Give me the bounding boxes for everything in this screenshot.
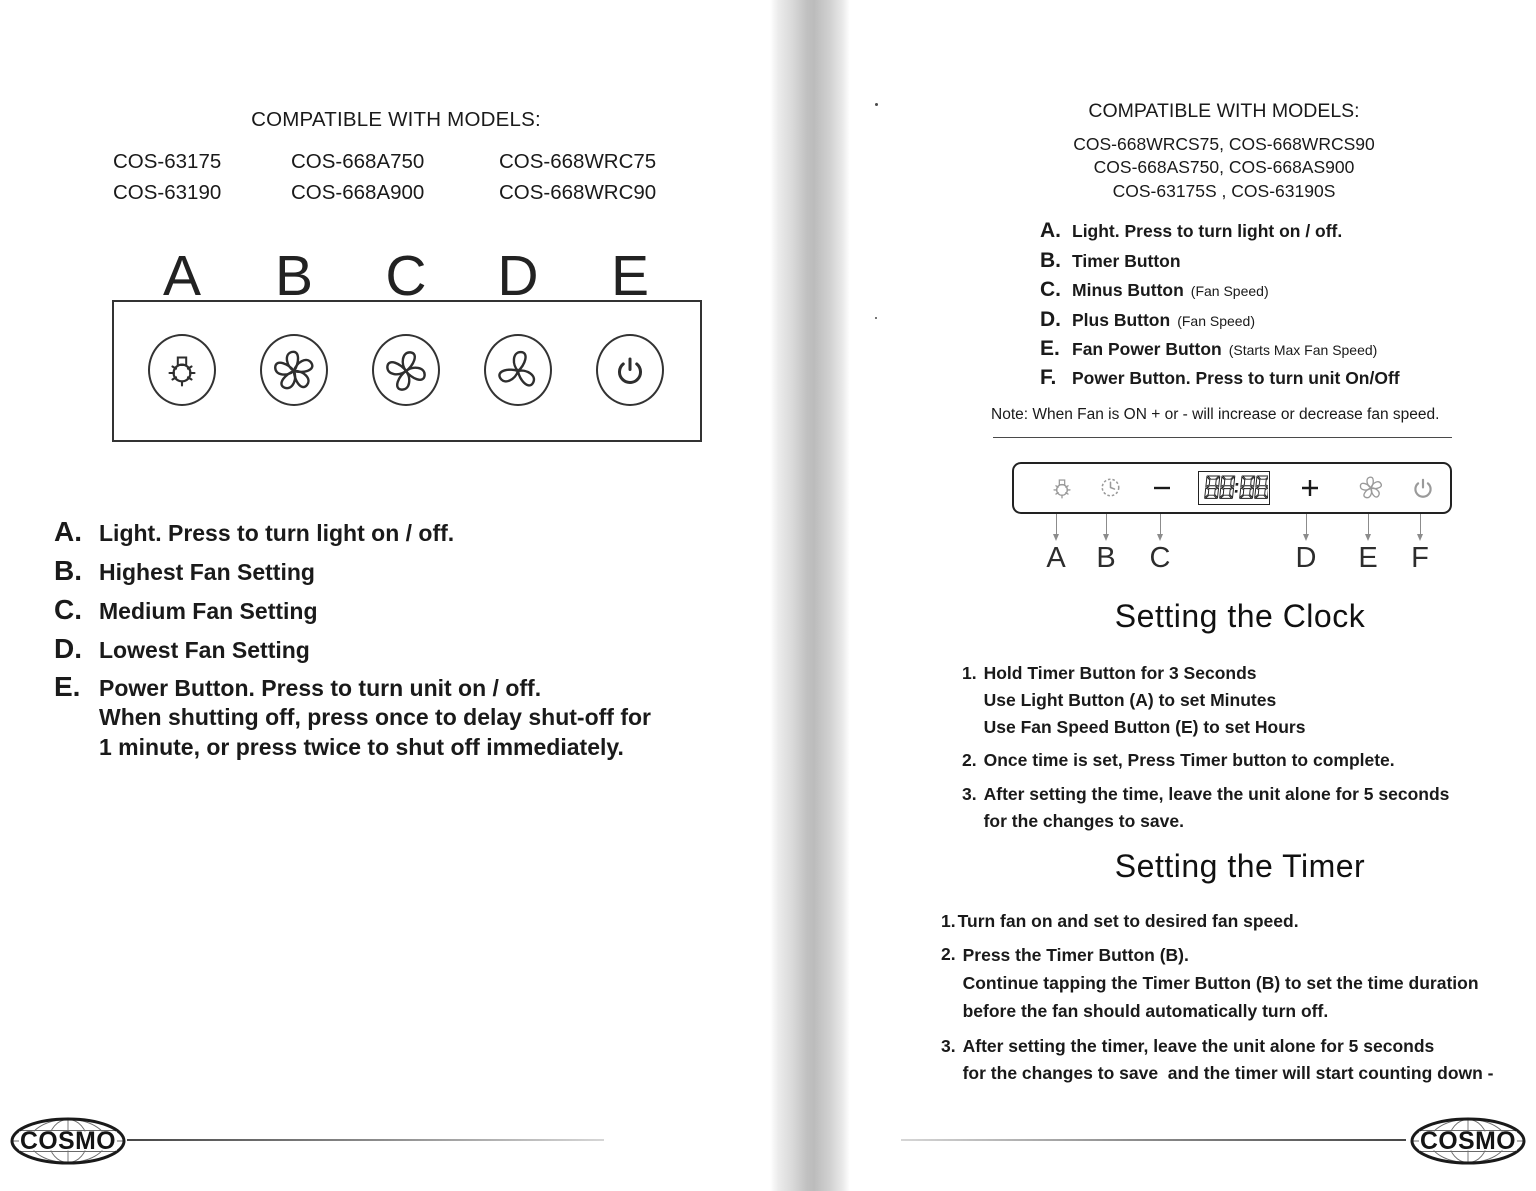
- list-item: [1040, 337, 1377, 361]
- list-item: [1040, 308, 1255, 332]
- model-column: [113, 146, 221, 208]
- timer-clock-icon: [1099, 476, 1122, 499]
- item-note: (Fan Speed): [1177, 313, 1256, 329]
- control-panel-diagram: [1012, 462, 1452, 514]
- model-list-right: [978, 133, 1470, 203]
- arrow-down-icon: [1156, 514, 1165, 542]
- timer-button: [1099, 476, 1122, 499]
- item-text-continued: 1 minute, or press twice to shut off immediately.: [99, 734, 624, 760]
- item-letter: A.: [1040, 219, 1061, 242]
- clock-display: [1198, 471, 1270, 505]
- arrow-down-icon: [1102, 514, 1111, 542]
- item-letter: B.: [54, 555, 82, 586]
- page-fold-divider: [770, 0, 850, 1191]
- light-icon: [162, 348, 202, 392]
- item-letter: D.: [54, 633, 82, 664]
- cosmo-logo-text: COSMO: [1420, 1127, 1516, 1155]
- cosmo-logo: [8, 1116, 128, 1166]
- step-number: 2.: [941, 944, 956, 964]
- light-button: [1049, 474, 1075, 502]
- model-number: COS-63190: [113, 181, 222, 204]
- item-text-continued: When shutting off, press once to delay shut-off for: [99, 704, 651, 730]
- model-number: COS-668A900: [291, 181, 425, 204]
- fan-medium-button: [372, 334, 440, 406]
- clock-section-title: Setting the Clock: [1114, 598, 1366, 634]
- arrow-down-icon: [1416, 514, 1425, 542]
- item-letter: C.: [54, 594, 82, 625]
- item-text: Power Button. Press to turn unit on / off.: [99, 675, 542, 701]
- step-line: for the changes to save and the timer will start counting down -: [962, 1063, 1494, 1083]
- fan-low-button: [484, 334, 552, 406]
- clock-step: [962, 781, 1449, 835]
- item-note: (Fan Speed): [1190, 283, 1269, 299]
- panel-label-f: F: [1411, 542, 1429, 574]
- list-item: [1040, 219, 1342, 243]
- step-number: 1.: [941, 911, 956, 931]
- step-line: before the fan should automatically turn off.: [962, 1001, 1329, 1021]
- panel-label-b: B: [1096, 542, 1116, 574]
- scan-speck: [875, 317, 877, 319]
- model-number: COS-63175: [113, 150, 222, 173]
- step-line: Use Light Button (A) to set Minutes: [983, 690, 1277, 710]
- step-line: Press the Timer Button (B).: [962, 945, 1189, 965]
- arrow-down-icon: [1364, 514, 1373, 542]
- item-letter: B.: [1040, 249, 1061, 272]
- light-icon: [1049, 474, 1075, 502]
- item-text: Medium Fan Setting: [99, 598, 318, 624]
- list-item: [54, 671, 541, 703]
- plus-icon: [1301, 479, 1319, 497]
- fan-low-icon: [498, 348, 538, 392]
- timer-section-title: Setting the Timer: [1114, 848, 1366, 884]
- step-line: Use Fan Speed Button (E) to set Hours: [983, 717, 1306, 737]
- cosmo-logo: [1408, 1116, 1528, 1166]
- item-text: Fan Power Button: [1072, 339, 1222, 359]
- model-line: COS-668AS750, COS-668AS900: [1093, 157, 1355, 178]
- power-icon: [610, 348, 650, 392]
- cosmo-logo-text: COSMO: [20, 1127, 116, 1155]
- step-line: After setting the timer, leave the unit alone for 5 seconds: [962, 1036, 1435, 1056]
- diagram-label-b: B: [274, 244, 314, 308]
- timer-step: [941, 908, 1299, 935]
- step-line: Once time is set, Press Timer button to complete.: [983, 750, 1395, 770]
- step-number: 1.: [962, 663, 977, 683]
- fan-power-button: [1358, 475, 1384, 501]
- item-text: Light. Press to turn light on / off.: [99, 520, 455, 546]
- clock-step: [962, 660, 1305, 741]
- minus-icon: [1153, 486, 1171, 490]
- light-button: [148, 334, 216, 406]
- diagram-label-d: D: [497, 244, 539, 308]
- step-line: Continue tapping the Timer Button (B) to set the time duration: [962, 973, 1479, 993]
- timer-step: [941, 1033, 1494, 1087]
- fan-icon: [1358, 475, 1384, 501]
- model-column: [499, 146, 656, 208]
- item-letter: A.: [54, 516, 82, 547]
- minus-button: [1153, 486, 1171, 490]
- step-line: Hold Timer Button for 3 Seconds: [983, 663, 1257, 683]
- power-button: [596, 334, 664, 406]
- panel-label-a: A: [1046, 542, 1066, 574]
- item-text: Highest Fan Setting: [99, 559, 315, 585]
- model-number: COS-668WRC90: [499, 181, 657, 204]
- fan-high-button: [260, 334, 328, 406]
- panel-label-d: D: [1295, 542, 1317, 574]
- footer-rule-left: [127, 1139, 604, 1141]
- model-line: COS-668WRCS75, COS-668WRCS90: [1073, 134, 1375, 154]
- step-line: After setting the time, leave the unit alone for 5 seconds: [983, 784, 1450, 804]
- item-text: Power Button. Press to turn unit On/Off: [1072, 368, 1400, 388]
- model-number: COS-668A750: [291, 150, 425, 173]
- arrow-down-icon: [1302, 514, 1311, 542]
- scan-speck: [875, 103, 878, 106]
- model-number: COS-668WRC75: [499, 150, 657, 173]
- plus-button: [1301, 479, 1319, 497]
- arrow-down-icon: [1052, 514, 1061, 542]
- step-number: 3.: [962, 784, 977, 804]
- list-item: [1040, 249, 1181, 273]
- list-item: [54, 516, 454, 548]
- item-letter: E.: [54, 671, 81, 702]
- item-letter: F.: [1040, 366, 1057, 389]
- item-text: Lowest Fan Setting: [99, 637, 310, 663]
- panel-label-e: E: [1358, 542, 1378, 574]
- diagram-label-c: C: [385, 244, 427, 308]
- timer-step: [941, 941, 1479, 1025]
- list-item: [1040, 278, 1269, 302]
- footer-rule-right: [901, 1139, 1406, 1141]
- compat-title-right: COMPATIBLE WITH MODELS:: [1088, 100, 1360, 122]
- step-number: 2.: [962, 750, 977, 770]
- diagram-label-a: A: [162, 244, 202, 308]
- step-line: for the changes to save.: [983, 811, 1184, 831]
- fan-high-icon: [274, 348, 314, 392]
- diagram-label-e: E: [610, 244, 650, 308]
- note-divider-rule: [993, 437, 1452, 438]
- fan-speed-note: Note: When Fan is ON + or - will increase or decrease fan speed.: [991, 406, 1440, 423]
- item-text: Light. Press to turn light on / off.: [1072, 221, 1343, 241]
- step-number: 3.: [941, 1036, 956, 1056]
- list-item: [54, 594, 318, 626]
- item-text: Minus Button: [1072, 280, 1184, 300]
- compat-title-left: COMPATIBLE WITH MODELS:: [251, 108, 541, 131]
- power-button: [1412, 477, 1434, 499]
- panel-label-c: C: [1149, 542, 1171, 574]
- list-item: [1040, 366, 1400, 390]
- item-text: Timer Button: [1072, 251, 1181, 271]
- model-line: COS-63175S , COS-63190S: [1112, 180, 1336, 201]
- step-line: Turn fan on and set to desired fan speed.: [957, 911, 1299, 931]
- list-item: [54, 555, 315, 587]
- item-letter: D.: [1040, 308, 1061, 331]
- model-column: [291, 146, 424, 208]
- item-text: Plus Button: [1072, 310, 1171, 330]
- fan-medium-icon: [386, 348, 426, 392]
- list-item: [54, 633, 310, 665]
- item-letter: C.: [1040, 278, 1061, 301]
- clock-step: [962, 747, 1395, 774]
- power-icon: [1412, 477, 1434, 499]
- item-letter: E.: [1040, 337, 1060, 360]
- item-note: (Starts Max Fan Speed): [1228, 342, 1378, 358]
